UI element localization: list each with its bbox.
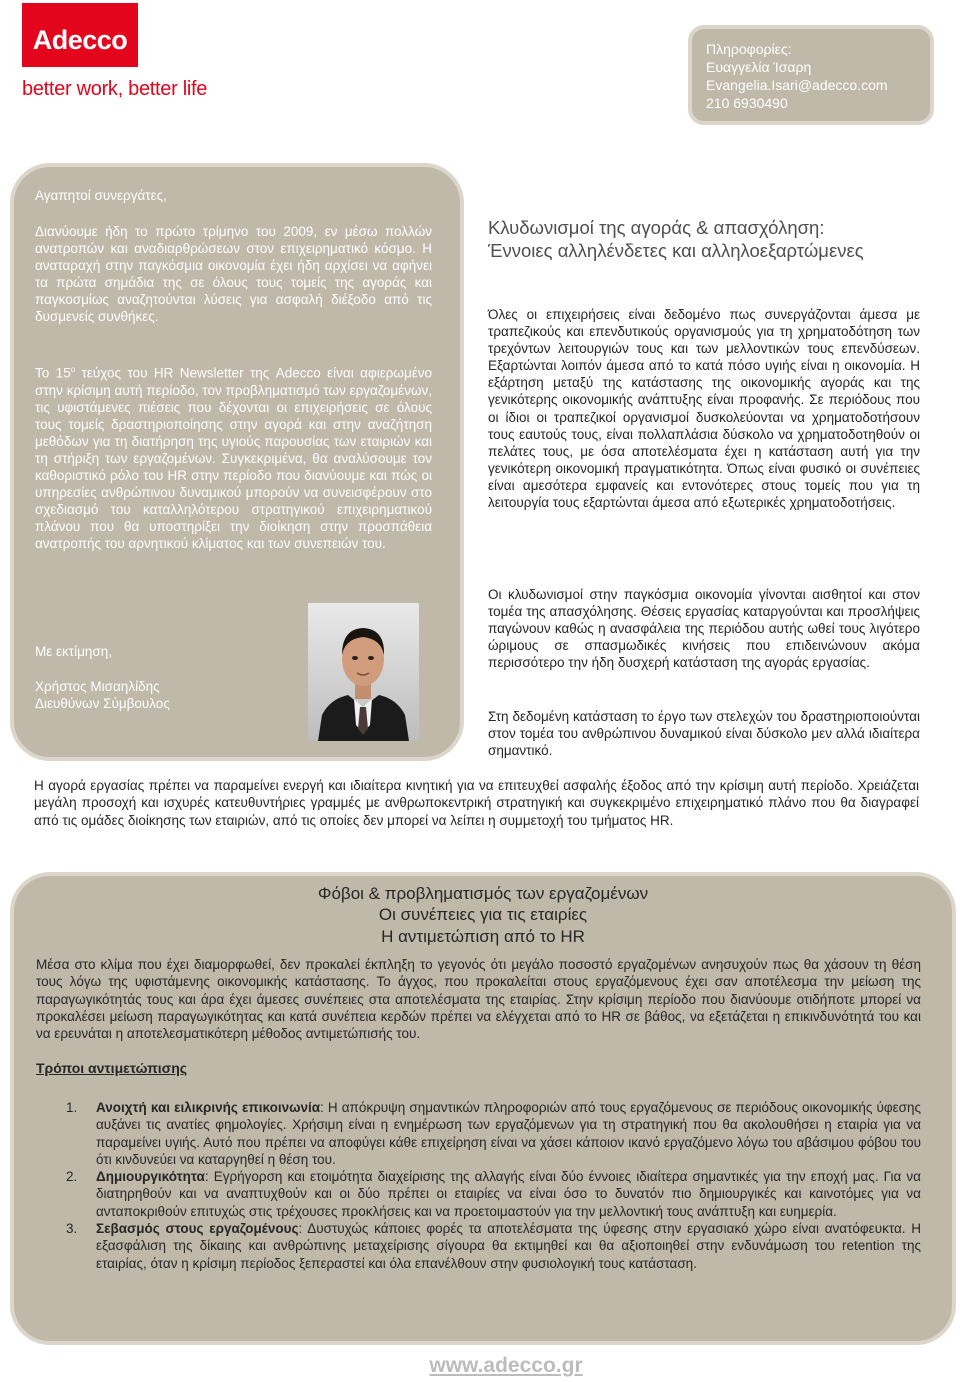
method-title: Ανοιχτή και ειλικρινής επικοινωνία bbox=[96, 1100, 321, 1115]
method-title: Δημιουργικότητα bbox=[96, 1169, 205, 1185]
method-text: : Η απόκρυψη σημαντικών πληροφοριών από τους εργαζόμενους σε περιόδους οικονομικής ύφεσης αυξάνει τις ανατίες φημολογίες. Χρήσιμη είναι η ενημέρωση των εργαζόμενων για τη στρατηγική που θα ακολουθήσει η εταιρία για να παραμείνει υγιής. Αυτό που πρέπει να αποφύγει κάθε επιχείρηση είναι να χάσει κάποιον ικανό εργαζόμενο λόγω του αβάσιμου φόβου του ότι κινδυνεύει να καταργηθεί η θέση του. bbox=[96, 1100, 921, 1167]
signature-title: Διευθύνων Σύμβουλος bbox=[35, 696, 170, 711]
method-item bbox=[36, 1168, 921, 1220]
contact-email[interactable]: Evangelia.Isari@adecco.com bbox=[706, 77, 888, 93]
section-heading-1: Φόβοι & προβληματισμός των εργαζομένων bbox=[317, 884, 649, 903]
article-heading bbox=[488, 216, 928, 262]
section-heading-2: Οι συνέπειες για τις εταιρίες bbox=[378, 905, 588, 925]
section-heading-3: Η αντιμετώπιση από το HR bbox=[381, 926, 585, 946]
method-text: : Δυστυχώς κάποιες φορές τα αποτελέσματα της ύφεσης στην εργασιακό χώρο είναι ανατόφευκτα. Η εξασφάλιση της δίκαιης και ανθρώπινης μεταχείρισης σίγουρα θα εκτιμηθεί και θα αξιοποιηθεί στην ενδυνάμωση του retention της εταιρίας, όταν η κρίσιμη περίοδος ξεπεραστεί και όλα επανέλθουν στην φυσιολογική τους κατάσταση. bbox=[96, 1221, 921, 1271]
employee-fears-headings bbox=[14, 883, 952, 947]
greeting: Αγαπητοί συνεργάτες, bbox=[35, 188, 167, 203]
method-item bbox=[36, 1220, 921, 1272]
article-paragraph-3: Στη δεδομένη κατάσταση το έργο των στελεχών του δραστηριοποιούνται στον τομέα του ανθρώπινου δυναμικού είναι δύσκολο μεν αλλά ιδιαίτερα σημαντικό. bbox=[488, 709, 920, 759]
method-text: : Εγρήγορση και ετοιμότητα διαχείρισης της αλλαγής είναι δύο έννοιες ιδιαίτερα σημαντικές για την εποχή μας. Για να διατηρηθούν και να αναπτυχθούν και οι δύο πρέπει οι εταιρίες να είναι όσο το δυνατόν πιο δημιουργικές και καινοτόμες για να ανταποκριθούν επιτυχώς στις τρέχουσες προκλήσεις και να προετοιμαστούν για την μελλοντική τους ανάπτυξη και ευημερία. bbox=[96, 1169, 921, 1219]
employee-fears-paragraph: Μέσα στο κλίμα που έχει διαμορφωθεί, δεν προκαλεί έκπληξη το γεγονός ότι μεγάλο ποσοστό εργαζομένων ανησυχούν πως θα χάσουν τη θέση τους λόγω της υφιστάμενης οικονομικής κατάστασης. Το άγχος, που προκαλείται στους εργαζόμενους έχει σαν αποτέλεσμα την μείωση της παραγωγικότητάς τους και άρα έχει άμεσες συνέπειες στα αποτελέσματα της εταιρίας. Στην κρίσιμη περίοδο που διανύουμε οτιδήποτε μπορεί να προκαλέσει μείωση παραγωγικότητας και κατά συνέπεια κερδών πρέπει να ελέγχεται από το HR σε βάθος, να εξετάζεται η επικινδυνότητά του και να ερευνάται η αποτελεσματικότερη μέθοδος αντιμετώπισής του. bbox=[36, 957, 921, 1042]
method-item bbox=[36, 1099, 921, 1168]
method-number: 1. bbox=[66, 1100, 78, 1115]
article-heading-line-1: Κλυδωνισμοί της αγοράς & απασχόληση: bbox=[488, 217, 825, 238]
method-title: Σεβασμός στους εργαζομένους bbox=[96, 1221, 299, 1237]
contact-label: Πληροφορίες: bbox=[706, 41, 792, 57]
signature-name: Χρήστος Μισαηλίδης bbox=[35, 679, 160, 694]
logo-brand-text: Adecco bbox=[32, 25, 128, 55]
closing: Με εκτίμηση, bbox=[35, 644, 112, 659]
methods-list bbox=[36, 1099, 921, 1272]
issue-number-lead: Το 15 bbox=[35, 365, 71, 381]
article-paragraph-2: Οι κλυδωνισμοί στην παγκόσμια οικονομία γίνονται αισθητοί και στον τομέα της απασχόλησης. Θέσεις εργασίας καταργούνται και προσλήψεις παγώνουν καθώς η ανασφάλεια της περιόδου αυτής ωθεί τους λιγότερο ώριμους σε σπασμωδικές κινήσεις που επιδεινώνουν ακόμα περισσότερο την ήδη δυσχερή κατάσταση της αγοράς εργασίας. bbox=[488, 587, 920, 671]
footer-website-link[interactable]: www.adecco.gr bbox=[429, 1354, 583, 1377]
methods-heading: Τρόποι αντιμετώπισης bbox=[36, 1060, 188, 1076]
contact-name: Ευαγγελία Ίσαρη bbox=[706, 59, 812, 75]
intro-paragraph-2-body: τεύχος του HR Newsletter της Adecco είναι αφιερωμένο στην κρίσιμη αυτή περίοδο, τον προβληματισμό των εργαζομένων, τις υφιστάμενες πιέσεις που δέχονται οι επιχειρήσεις σε όλους τους τομείς δραστηριοποίησης στην αγορά και στην αναζήτηση μεθόδων για τη διατήρηση της υγιούς παρουσίας των εταιριών και τη στήριξη των εργαζομένων. Συγκεκριμένα, θα αναλύσουμε τον καθοριστικό ρόλο του HR στην περίοδο που διανύουμε και πώς οι υπηρεσίες ανθρώπινου δυναμικού μπορούν να συνεισφέρουν στο σχεδιασμό του καταλληλότερου στρατηγικού επιχειρηματικού πλάνου που θα υποστηρίξει την διοίκηση στην προσπάθεια ανατροπής του αρνητικού κλίματος και των συνεπειών του. bbox=[35, 365, 432, 551]
contact-info bbox=[706, 40, 888, 112]
logo-tagline: better work, better life bbox=[22, 78, 208, 100]
intro-paragraph-2 bbox=[35, 361, 432, 552]
method-number: 2. bbox=[66, 1169, 78, 1185]
issue-number-superscript: ο bbox=[70, 365, 76, 374]
article-paragraph-1: Όλες οι επιχειρήσεις είναι δεδομένο πως συνεργάζονται άμεσα με τραπεζικούς και επενδυτικούς οργανισμούς για τη χρηματοδότηση των τρεχόντων λειτουργιών τους και των μελλοντικών τους επενδύσεων. Εξαρτώνται λοιπόν άμεσα από το κατά πόσο υγιής είναι η οικονομία. Η εξάρτηση μεταξύ της κατάστασης της οικονομικής αγοράς και της γενικότερης οικονομικής ανάπτυξης είναι προφανής. Σε περιόδους που οι ίδιοι οι τραπεζικοί οργανισμοί δυσκολεύονται να χρηματοδοτήσουν τους εαυτούς τους, είναι πολλαπλάσια δύσκολο να χρηματοδοτηθούν οι πελάτες τους, με όσα αποτελέσματα έχει η κατάσταση αυτή για την γενικότερη οικονομική πραγματικότητα. Όπως είναι φυσικό οι συνέπειες είναι αμεσότερα εμφανείς και εντονότερες στους τομείς που για τη λειτουργία τους εξαρτώνται άμεσα από εξωτερικές χρηματοδοτήσεις. bbox=[488, 307, 920, 511]
article-heading-line-2: Έννοιες αλληλένδετες και αλληλοεξαρτώμενες bbox=[488, 240, 864, 261]
method-number: 3. bbox=[66, 1221, 78, 1237]
intro-paragraph-1: Διανύουμε ήδη το πρώτο τρίμηνο του 2009, εν μέσω πολλών ανατροπών και αναδιαρθρώσεων στον επιχειρηματικό κόσμο. Η αναταραχή στην παγκόσμια οικονομία έχει ήδη αρχίσει να αφήνει τα πρώτα σημάδια της σε όλους τους τομείς της αγοράς και παγκοσμίως αναζητούνται λύσεις για ασφαλή διέξοδο από τις δυσμενείς συνθήκες. bbox=[35, 224, 432, 324]
ceo-portrait-photo bbox=[308, 603, 419, 741]
labor-market-paragraph: Η αγορά εργασίας πρέπει να παραμείνει ενεργή και ιδιαίτερα κινητική για να επιτευχθεί ασφαλής έξοδος από την κρίσιμη αυτή περίοδο. Χρειάζεται μεγάλη προσοχή και ισχυρές κατευθυντήριες γραμμές με ανθρωποκεντρική στρατηγική και συγκεκριμένο επιχειρηματικό πλάνο που θα διαγραφεί από τις ομάδες διοίκησης των εταιριών, από τις οποίες δεν μπορεί να λείπει η συμμετοχή του τμήματος HR. bbox=[34, 778, 919, 828]
contact-phone: 210 6930490 bbox=[706, 95, 788, 111]
